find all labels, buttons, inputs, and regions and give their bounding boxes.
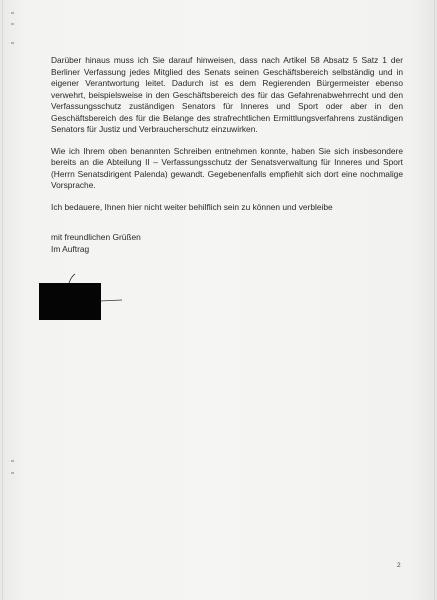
- paragraph-regret: Ich bedauere, Ihnen hier nicht weiter behilflich sein zu können und verbleibe: [51, 201, 333, 212]
- punch-mark: [11, 472, 14, 474]
- paragraph-jurisdiction: Darüber hinaus muss ich Sie darauf hinweisen, dass nach Artikel 58 Absatz 5 Satz 1 der Berliner Verfassung jedes Mitglied des Senats seinen Geschäftsbereich selbständig und in eigener Verantwortung leitet. Dadurch ist es dem Regierenden Bürgermeister ebenso verwehrt, beispielsweise in den Geschäftsbereich des für das Gefahrenabwehrrecht und den Verfassungsschutz zuständigen Senators für Inneres und Sport oder aber in den Geschäftsbereich des für die Belange des strafrechtlichen Ermittlungsverfahrens zuständigen Senators für Justiz und Verbraucherschutz einzuwirken.: [51, 55, 403, 134]
- punch-mark: [11, 42, 14, 44]
- closing-greeting: mit freundlichen Grüßen: [51, 232, 141, 242]
- page-left-edge: [2, 0, 3, 600]
- page-right-edge: [434, 0, 435, 600]
- punch-mark: [11, 12, 14, 14]
- punch-mark: [11, 460, 14, 462]
- letter-body: [51, 55, 403, 223]
- closing-block: [51, 232, 141, 255]
- page-number: 2: [397, 562, 401, 569]
- paragraph-referral: Wie ich Ihrem oben benannten Schreiben entnehmen konnte, haben Sie sich insbesondere bereits an die Abteilung II – Verfassungsschutz der Senatsverwaltung für Inneres und Sport (Herrn Senatsdirigent Palenda) gewandt. Gegebenenfalls empfiehlt sich dort eine nochmalige Vorsprache.: [51, 145, 403, 190]
- closing-on-behalf: Im Auftrag: [51, 243, 90, 254]
- punch-mark: [11, 23, 14, 25]
- redaction-box: [39, 283, 101, 320]
